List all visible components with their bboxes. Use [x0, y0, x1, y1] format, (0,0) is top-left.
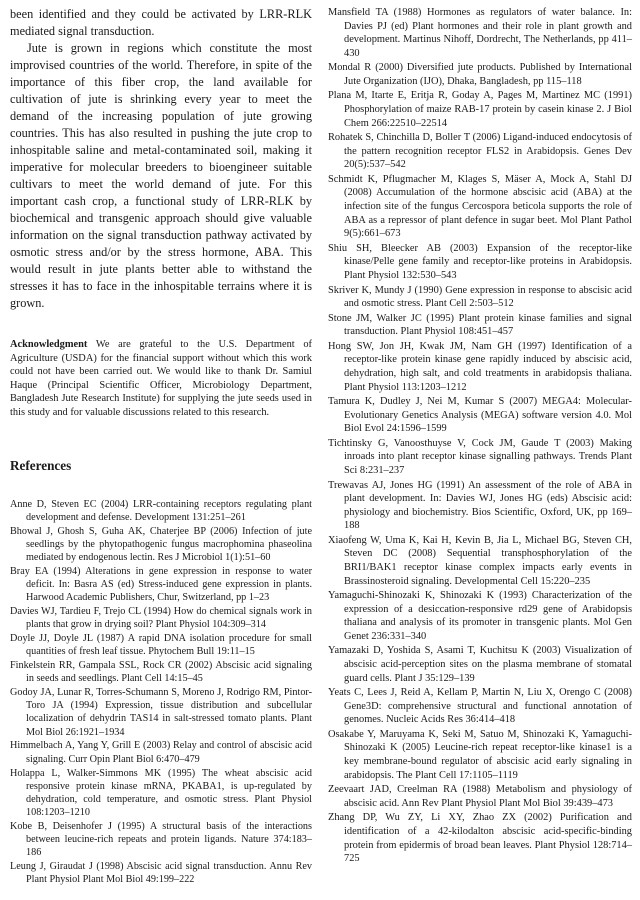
acknowledgment-heading: Acknowledgment	[10, 339, 88, 350]
reference-item: Mansfield TA (1988) Hormones as regulators of water balance. In: Davies PJ (ed) Plant hormones and their role in plant growth and development. Martinus Nihoff, Dordrecht, The Netherlands, pp 411–430	[328, 7, 632, 59]
reference-item: Kobe B, Deisenhofer J (1995) A structural basis of the interactions between leucine-rich repeats and protein ligands. Nature 374:183–186	[10, 820, 312, 859]
reference-item: Doyle JJ, Doyle JL (1987) A rapid DNA isolation procedure for small quantities of fresh leaf tissue. Phytochem Bull 19:11–15	[10, 633, 312, 658]
acknowledgment	[10, 338, 312, 420]
acknowledgment-text: We are grateful to the U.S. Department of Agriculture (USDA) for the financial support without which this work could not have been carried out. We would like to thank Dr. Samiul Haque (Principal Scientific Officer, Microbiology Department, Bangladesh Jute Research Institute) for supplying the jute seeds used in this study and for valuable discussions related to this research.	[10, 339, 312, 418]
reference-item: Xiaofeng W, Uma K, Kai H, Kevin B, Jia L, Michael BG, Steven CH, Steven DC (2008) Sequential transphosphorylation of the BRI1/BAK1 receptor kinase complex impacts early events in Brassinosteroid signaling. Developmental Cell 15:220–235	[328, 534, 632, 587]
left-column	[10, 6, 312, 887]
reference-item: Rohatek S, Chinchilla D, Boller T (2006) Ligand-induced endocytosis of the pattern recognition receptor FLS2 in Arabidopsis. Genes Dev 20(5):537–542	[328, 132, 632, 171]
reference-item: Schmidt K, Pflugmacher M, Klages S, Mäser A, Mock A, Stahl DJ (2008) Accumulation of the hormone abscisic acid (ABA) at the infection site of the fungus Cercospora beticola supports the role of ABA as a repressor of plant defence in sugar beet. Mol Plant Pathol 9(5):661–673	[328, 173, 632, 240]
reference-item: Holappa L, Walker-Simmons MK (1995) The wheat abscisic acid responsive protein kinase mRNA, PKABA1, is up-regulated by dehydration, cold temperature, and osmotic stress. Plant Physiol 108:1203–1210	[10, 767, 312, 818]
jute-paragraph-text: Jute is grown in regions which constitute the most improvised countries of the world. Therefore, in spite of the importance of this fiber crop, the land available for cultivation of jute is shrinking every year to meet the demand of the increasing population of jute growing countries. This has also resulted in pushing the jute crop to inhospitable saline and metal-contaminated soil, making it imperative for molecular breeders to bioengineer suitable cultivars to meet the world demand of jute. For this important cash crop, a functional study of LRR-RLK by biochemical and transgenic approach should give valuable information on the signal transduction pathway activated by osmotic stress and/or by the stress hormone, ABA. This would result in jute plants better able to withstand the stresses it has to face in the inhospitable terrains where it is grown.	[10, 41, 312, 310]
right-column	[328, 6, 632, 867]
reference-item: Yamazaki D, Yoshida S, Asami T, Kuchitsu K (2003) Visualization of abscisic acid-perception sites on the plasma membrane of stomatal guard cells. Plant J 35:129–139	[328, 645, 632, 684]
reference-item: Yamaguchi-Shinozaki K, Shinozaki K (1993) Characterization of the expression of a desiccation-responsive rd29 gene of Arabidopsis thaliana and analysis of its promoter in transgenic plants. Mol Gen Genet 236:331–340	[328, 590, 632, 642]
reference-item: Mondal R (2000) Diversified jute products. Published by International Jute Organization (IJO), Dhaka, Bangladesh, pp 115–118	[328, 62, 632, 87]
reference-item: Bray EA (1994) Alterations in gene expression in response to water deficit. In: Basra AS (ed) Stress-induced gene expression in plants. Harwood Academic Publishers, Chur, Switzerland, pp 1–23	[10, 565, 312, 603]
reference-item: Finkelstein RR, Gampala SSL, Rock CR (2002) Abscisic acid signaling in seeds and seedlings. Plant Cell 14:15–45	[10, 660, 312, 685]
continuation-text: been identified and they could be activated by LRR-RLK mediated signal transduction.	[10, 7, 312, 38]
reference-item: Yeats C, Lees J, Reid A, Kellam P, Martin N, Liu X, Orengo C (2008) Gene3D: comprehensive structural and functional annotation of genomes. Nucleic Acids Res 36:414–418	[328, 687, 632, 726]
reference-item: Anne D, Steven EC (2004) LRR-containing receptors regulating plant development and defense. Development 131:251–261	[10, 498, 312, 523]
reference-item: Trewavas AJ, Jones HG (1991) An assessment of the role of ABA in plant development. In: Davies WJ, Jones HG (eds) Abscisic acid: physiology and biochemistry. Bios Scientific, Oxford, UK, pp 169–188	[328, 479, 632, 532]
references-heading: References	[10, 457, 72, 473]
reference-item: Tichtinsky G, Vanoosthuyse V, Cock JM, Gaude T (2003) Making inroads into plant receptor kinase signalling pathways. Trends Plant Sci 8:231–237	[328, 437, 632, 476]
reference-item: Hong SW, Jon JH, Kwak JM, Nam GH (1997) Identification of a receptor-like protein kinase gene rapidly induced by abscisic acid, dehydration, high salt, and cold treatments in arabidopsis thaliana. Plant Physiol 113:1203–1212	[328, 340, 632, 393]
reference-item: Stone JM, Walker JC (1995) Plant protein kinase families and signal transduction. Plant Physiol 108:451–457	[328, 312, 632, 338]
reference-item: Bhowal J, Ghosh S, Guha AK, Chaterjee BP (2006) Infection of jute seedlings by the phytopathogenic fungus macrophomina phaseolina mediated by endogenous lectin. Res J Microbiol 1(1):51–60	[10, 525, 312, 563]
reference-item: Plana M, Itarte E, Eritja R, Goday A, Pages M, Martinez MC (1991) Phosphorylation of maize RAB-17 protein by casein kinase 2. J Biol Chem 266:22510–22514	[328, 90, 632, 129]
reference-item: Skriver K, Mundy J (1990) Gene expression in response to abscisic acid and osmotic stress. Plant Cell 2:503–512	[328, 284, 632, 310]
reference-item: Davies WJ, Tardieu F, Trejo CL (1994) How do chemical signals work in plants that grow in drying soil? Plant Physiol 104:309–314	[10, 605, 312, 631]
reference-item: Zeevaart JAD, Creelman RA (1988) Metabolism and physiology of abscisic acid. Ann Rev Plant Physiol Plant Mol Biol 39:439–473	[328, 784, 632, 809]
reference-item: Osakabe Y, Maruyama K, Seki M, Satuo M, Shinozaki K, Yamaguchi-Shinozaki K (2005) Leucine-rich repeat receptor-like kinase1 is a key membrane-bound regulator of abscisic acid early signaling in arabidopsis. The Plant Cell 17:1105–1119	[328, 728, 632, 781]
reference-item: Leung J, Giraudat J (1998) Abscisic acid signal transduction. Annu Rev Plant Physiol Plant Mol Biol 49:199–222	[10, 861, 312, 886]
reference-item: Himmelbach A, Yang Y, Grill E (2003) Relay and control of abscisic acid signaling. Curr Opin Plant Biol 6:470–479	[10, 740, 312, 765]
jute-paragraph	[10, 40, 312, 312]
reference-item: Shiu SH, Bleecker AB (2003) Expansion of the receptor-like kinase/Pelle gene family and receptor-like proteins in Arabidopsis. Plant Physiol 132:530–543	[328, 242, 632, 281]
reference-item: Zhang DP, Wu ZY, Li XY, Zhao ZX (2002) Purification and identification of a 42-kilodalton abscisic acid-specific-binding protein from epidermis of broad bean leaves. Plant Physiol 128:714–725	[328, 812, 632, 865]
reference-item: Godoy JA, Lunar R, Torres-Schumann S, Moreno J, Rodrigo RM, Pintor-Toro JA (1994) Expression, tissue distribution and subcellular localization of dehydrin TAS14 in salt-stressed tomato plants. Plant Mol Biol 26:1921–1934	[10, 687, 312, 738]
reference-item: Tamura K, Dudley J, Nei M, Kumar S (2007) MEGA4: Molecular-Evolutionary Genetics Analysis (MEGA) software version 4.0. Mol Biol Evol 24:1596–1599	[328, 396, 632, 435]
references-list-right	[328, 6, 632, 866]
references-list-left	[10, 498, 312, 887]
